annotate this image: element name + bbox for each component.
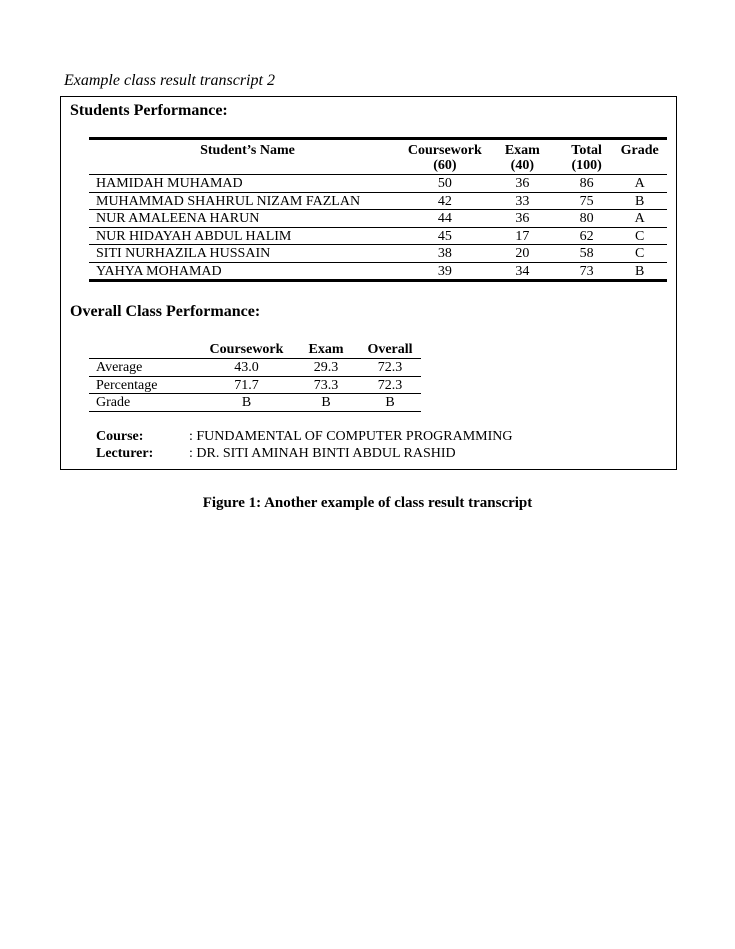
table-row: [89, 245, 667, 263]
transcript-frame: [60, 96, 677, 470]
table-row: [89, 394, 421, 412]
exam-score: 20: [484, 245, 561, 263]
lecturer-label: Lecturer:: [96, 446, 154, 461]
grade: B: [612, 192, 667, 210]
total-score: 58: [561, 245, 613, 263]
table-row: [89, 376, 421, 394]
course-label: Course:: [96, 429, 144, 444]
exam-score: 33: [484, 192, 561, 210]
coursework-score: 45: [406, 227, 484, 245]
table-row: [89, 262, 667, 281]
course-value: : FUNDAMENTAL OF COMPUTER PROGRAMMING: [189, 429, 513, 444]
header-exam: [484, 139, 561, 175]
header-overall: Overall: [359, 340, 421, 359]
students-performance-table: [89, 137, 667, 282]
student-name: NUR HIDAYAH ABDUL HALIM: [89, 227, 406, 245]
header-blank: [89, 340, 200, 359]
table-row: [89, 210, 667, 228]
exam-score: 34: [484, 262, 561, 281]
overall-performance-title: Overall Class Performance:: [70, 303, 261, 320]
coursework-score: 42: [406, 192, 484, 210]
transcript-caption: Example class result transcript 2: [64, 72, 275, 89]
total-score: 62: [561, 227, 613, 245]
student-name: YAHYA MOHAMAD: [89, 262, 406, 281]
coursework-value: 43.0: [200, 359, 293, 377]
header-coursework: Coursework: [200, 340, 293, 359]
student-name: HAMIDAH MUHAMAD: [89, 175, 406, 193]
coursework-score: 39: [406, 262, 484, 281]
grade: C: [612, 245, 667, 263]
table-row: [89, 175, 667, 193]
header-student-name: Student’s Name: [89, 139, 406, 175]
exam-value: B: [293, 394, 359, 412]
grade: A: [612, 210, 667, 228]
exam-score: 36: [484, 175, 561, 193]
total-score: 86: [561, 175, 613, 193]
overall-performance-table: [89, 340, 421, 412]
coursework-score: 38: [406, 245, 484, 263]
header-coursework-label: Coursework: [407, 143, 482, 158]
overall-value: 72.3: [359, 376, 421, 394]
students-performance-title: Students Performance:: [70, 102, 228, 119]
student-name: SITI NURHAZILA HUSSAIN: [89, 245, 406, 263]
row-label: Percentage: [89, 376, 200, 394]
exam-score: 36: [484, 210, 561, 228]
header-exam-label: Exam: [504, 143, 540, 158]
overall-value: B: [359, 394, 421, 412]
header-grade: Grade: [612, 139, 667, 175]
exam-score: 17: [484, 227, 561, 245]
total-score: 75: [561, 192, 613, 210]
table-row: [89, 359, 421, 377]
header-total: [561, 139, 613, 175]
header-total-max: (100): [571, 158, 602, 173]
overall-table-header: [89, 340, 421, 359]
header-exam-max: (40): [510, 158, 534, 173]
row-label: Grade: [89, 394, 200, 412]
grade: B: [612, 262, 667, 281]
header-coursework-max: (60): [433, 158, 457, 173]
table-row: [89, 227, 667, 245]
header-total-label: Total: [571, 143, 602, 158]
exam-value: 73.3: [293, 376, 359, 394]
grade: A: [612, 175, 667, 193]
lecturer-value: : DR. SITI AMINAH BINTI ABDUL RASHID: [189, 446, 456, 461]
overall-value: 72.3: [359, 359, 421, 377]
coursework-score: 44: [406, 210, 484, 228]
exam-value: 29.3: [293, 359, 359, 377]
coursework-value: B: [200, 394, 293, 412]
coursework-value: 71.7: [200, 376, 293, 394]
figure-caption: Figure 1: Another example of class result transcript: [202, 495, 533, 511]
total-score: 73: [561, 262, 613, 281]
header-coursework: [406, 139, 484, 175]
total-score: 80: [561, 210, 613, 228]
students-table-header: [89, 139, 667, 175]
row-label: Average: [89, 359, 200, 377]
student-name: MUHAMMAD SHAHRUL NIZAM FAZLAN: [89, 192, 406, 210]
student-name: NUR AMALEENA HARUN: [89, 210, 406, 228]
grade: C: [612, 227, 667, 245]
table-row: [89, 192, 667, 210]
header-exam: Exam: [293, 340, 359, 359]
coursework-score: 50: [406, 175, 484, 193]
